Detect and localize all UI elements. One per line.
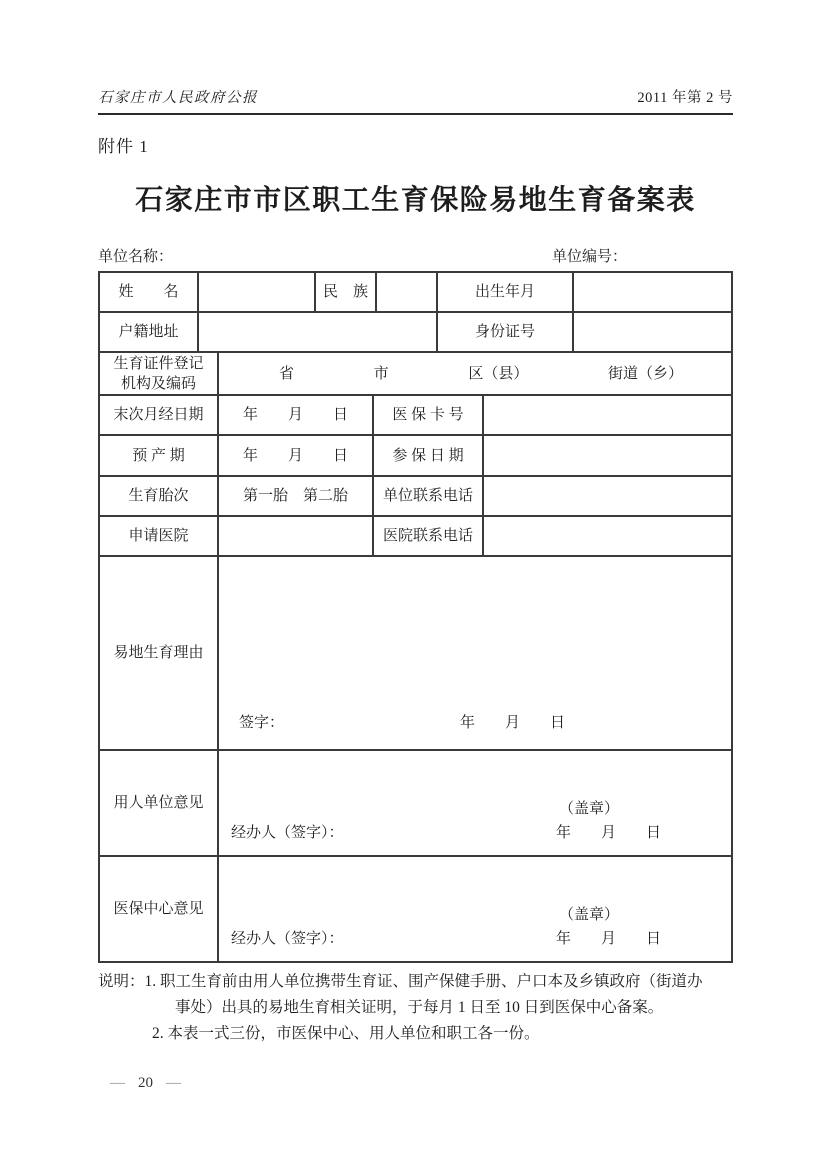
reason-label: 易地生育理由 — [100, 557, 219, 751]
employer-seal-label: （盖章） — [558, 801, 619, 817]
name-label: 姓 名 — [100, 273, 199, 313]
table-row-name — [100, 273, 733, 313]
footer-dash-left: — — [110, 1075, 125, 1091]
birth-date-input-cell — [574, 273, 733, 313]
signature-label: 签字： — [239, 715, 285, 731]
hospital-phone-label: 医院联系电话 — [374, 517, 484, 557]
notes-line-3: 2. 本表一式三份，市医保中心、用人单位和职工各一份。 — [152, 1025, 540, 1042]
unit-name-label: 单位名称： — [98, 249, 174, 265]
due-date-label: 预 产 期 — [100, 436, 219, 477]
page-footer — [110, 1075, 733, 1092]
id-number-input-cell — [574, 313, 733, 353]
form-table — [98, 271, 733, 963]
table-row-due-date — [100, 436, 733, 477]
employer-opinion-input-cell — [219, 751, 733, 857]
enrollment-date-label: 参 保 日 期 — [374, 436, 484, 477]
city-label: 市 — [373, 365, 389, 382]
table-row-registration-org — [100, 353, 733, 396]
center-opinion-input-cell — [219, 857, 733, 963]
employer-handler-label: 经办人（签字）： — [231, 825, 344, 841]
reason-date-label: 年 月 日 — [459, 715, 565, 731]
form-title: 石家庄市市区职工生育保险易地生育备案表 — [135, 185, 696, 216]
hospital-phone-input-cell — [484, 517, 733, 557]
table-row-employer-opinion — [100, 751, 733, 857]
registration-org-label: 生育证件登记 机构及编码 — [100, 353, 219, 396]
center-opinion-label: 医保中心意见 — [100, 857, 219, 963]
notes-line-2: 事处）出具的易地生育相关证明，于每月 1 日至 10 日到医保中心备案。 — [175, 999, 664, 1016]
name-input-cell — [199, 273, 316, 313]
hospital-input-cell — [219, 517, 374, 557]
unit-info-row — [98, 245, 733, 266]
district-label: 区（县） — [468, 365, 529, 382]
gazette-header — [98, 0, 733, 107]
unit-code-label: 单位编号： — [551, 249, 627, 265]
table-row-birth-order — [100, 477, 733, 517]
gazette-title: 石家庄市人民政府公报 — [98, 90, 258, 106]
page-number: 20 — [138, 1075, 153, 1091]
footer-dash-right: — — [166, 1075, 181, 1091]
attachment-label: 附件 1 — [98, 137, 149, 156]
hospital-label: 申请医院 — [100, 517, 219, 557]
center-handler-line — [219, 929, 731, 949]
last-period-date-cell: 年 月 日 — [219, 396, 374, 436]
registration-org-input-cell — [219, 353, 733, 396]
reason-input-cell — [219, 557, 733, 751]
table-row-reason — [100, 557, 733, 751]
birth-order-options: 第一胎 第二胎 — [219, 477, 374, 517]
reason-sign-line — [219, 713, 731, 733]
header-rule — [98, 113, 733, 115]
unit-phone-label: 单位联系电话 — [374, 477, 484, 517]
due-date-cell: 年 月 日 — [219, 436, 374, 477]
insurance-card-label: 医 保 卡 号 — [374, 396, 484, 436]
notes-section — [98, 969, 733, 1047]
unit-phone-input-cell — [484, 477, 733, 517]
street-label: 街道（乡） — [607, 365, 683, 382]
employer-opinion-label: 用人单位意见 — [100, 751, 219, 857]
table-row-center-opinion — [100, 857, 733, 963]
id-number-label: 身份证号 — [438, 313, 574, 353]
enrollment-date-input-cell — [484, 436, 733, 477]
employer-handler-line — [219, 823, 731, 843]
table-row-address — [100, 313, 733, 353]
table-row-hospital — [100, 517, 733, 557]
last-period-label: 末次月经日期 — [100, 396, 219, 436]
ethnicity-input-cell — [377, 273, 438, 313]
issue-number: 2011 年第 2 号 — [637, 90, 733, 106]
ethnicity-label: 民 族 — [316, 273, 377, 313]
center-seal-label: （盖章） — [558, 907, 619, 923]
center-date-label: 年 月 日 — [555, 931, 661, 947]
address-input-cell — [199, 313, 438, 353]
birth-order-label: 生育胎次 — [100, 477, 219, 517]
employer-date-label: 年 月 日 — [555, 825, 661, 841]
table-row-last-period — [100, 396, 733, 436]
province-label: 省 — [279, 365, 295, 382]
notes-line-1: 说明：1. 职工生育前由用人单位携带生育证、围产保健手册、户口本及乡镇政府（街道办 — [98, 973, 703, 990]
insurance-card-input-cell — [484, 396, 733, 436]
center-handler-label: 经办人（签字）： — [231, 931, 344, 947]
address-label: 户籍地址 — [100, 313, 199, 353]
birth-date-label: 出生年月 — [438, 273, 574, 313]
